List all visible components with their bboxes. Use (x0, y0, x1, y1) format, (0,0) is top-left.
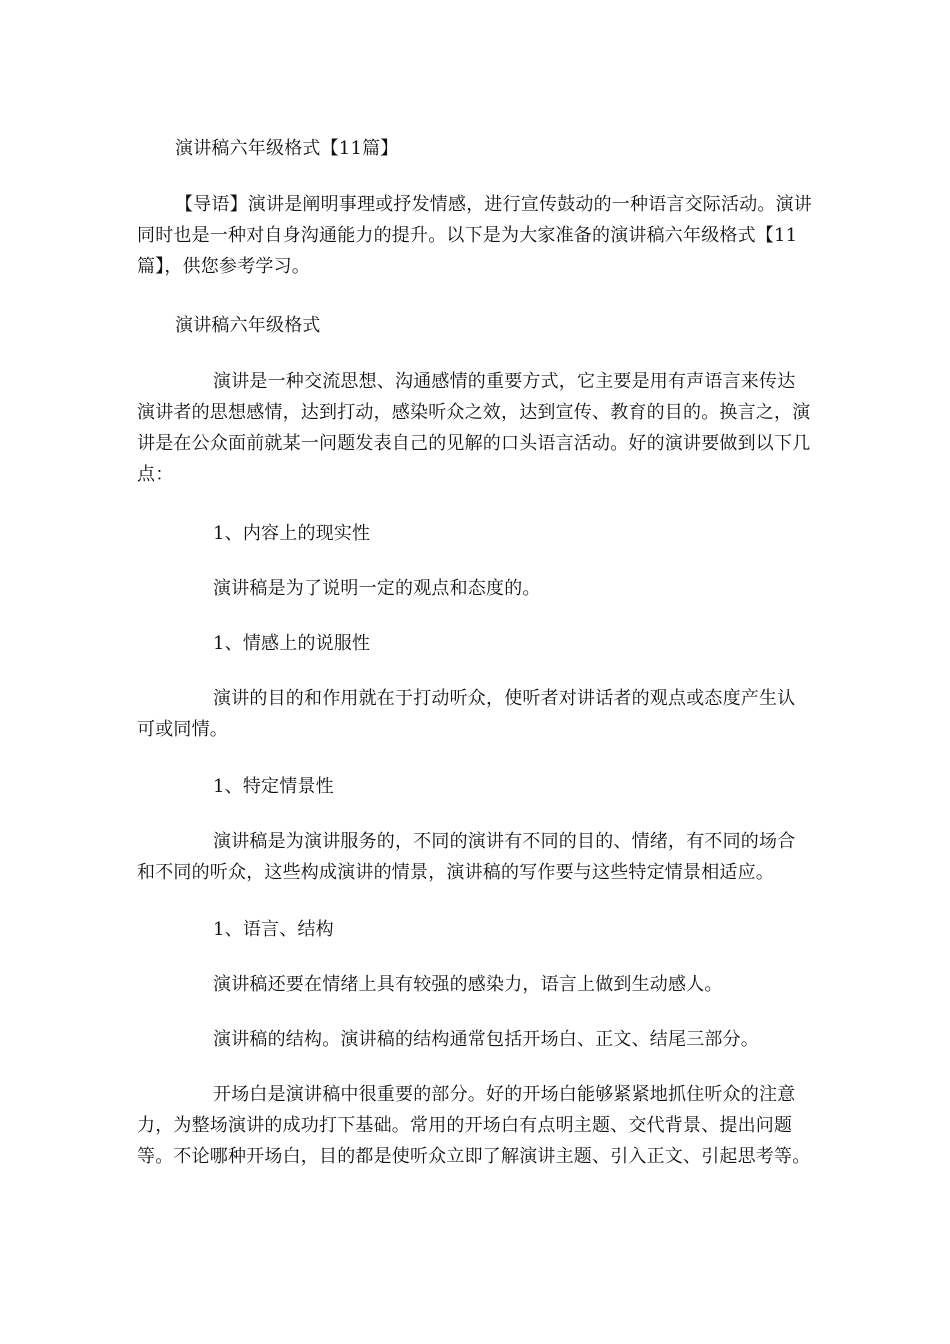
document-title: 演讲稿六年级格式【11篇】 (175, 138, 399, 159)
intro-paragraph: 【导语】演讲是阐明事理或抒发情感，进行宣传鼓动的一种语言交际活动。演讲同时也是一种对自身沟通能力的提升。以下是为大家准备的演讲稿六年级格式【11篇】，供您参考学习。 (137, 194, 812, 277)
subheading-2: 1、情感上的说服性 (213, 633, 371, 654)
body-paragraph: 演讲稿的结构。演讲稿的结构通常包括开场白、正文、结尾三部分。 (213, 1029, 759, 1050)
subheading-3: 1、特定情景性 (213, 776, 334, 797)
section-heading: 演讲稿六年级格式 (175, 315, 321, 336)
subheading-4: 1、语言、结构 (213, 919, 334, 940)
body-paragraph: 开场白是演讲稿中很重要的部分。好的开场白能够紧紧地抓住听众的注意力，为整场演讲的成功打下基础。常用的开场白有点明主题、交代背景、提出问题等。不论哪种开场白，目的都是使听众立即了解演讲主题、引入正文、引起思考等。 (137, 1084, 811, 1167)
body-paragraph: 演讲是一种交流思想、沟通感情的重要方式，它主要是用有声语言来传达演讲者的思想感情，达到打动，感染听众之效，达到宣传、教育的目的。换言之，演讲是在公众面前就某一问题发表自己的见解的口头语言活动。好的演讲要做到以下几点： (137, 371, 811, 485)
body-paragraph: 演讲稿是为了说明一定的观点和态度的。 (213, 578, 541, 599)
body-paragraph: 演讲稿还要在情绪上具有较强的感染力，语言上做到生动感人。 (213, 974, 723, 995)
body-paragraph: 演讲稿是为演讲服务的，不同的演讲有不同的目的、情绪，有不同的场合和不同的听众，这些构成演讲的情景，演讲稿的写作要与这些特定情景相适应。 (137, 831, 796, 883)
body-paragraph: 演讲的目的和作用就在于打动听众，使听者对讲话者的观点或态度产生认可或同情。 (137, 688, 796, 740)
subheading-1: 1、内容上的现实性 (213, 523, 371, 544)
